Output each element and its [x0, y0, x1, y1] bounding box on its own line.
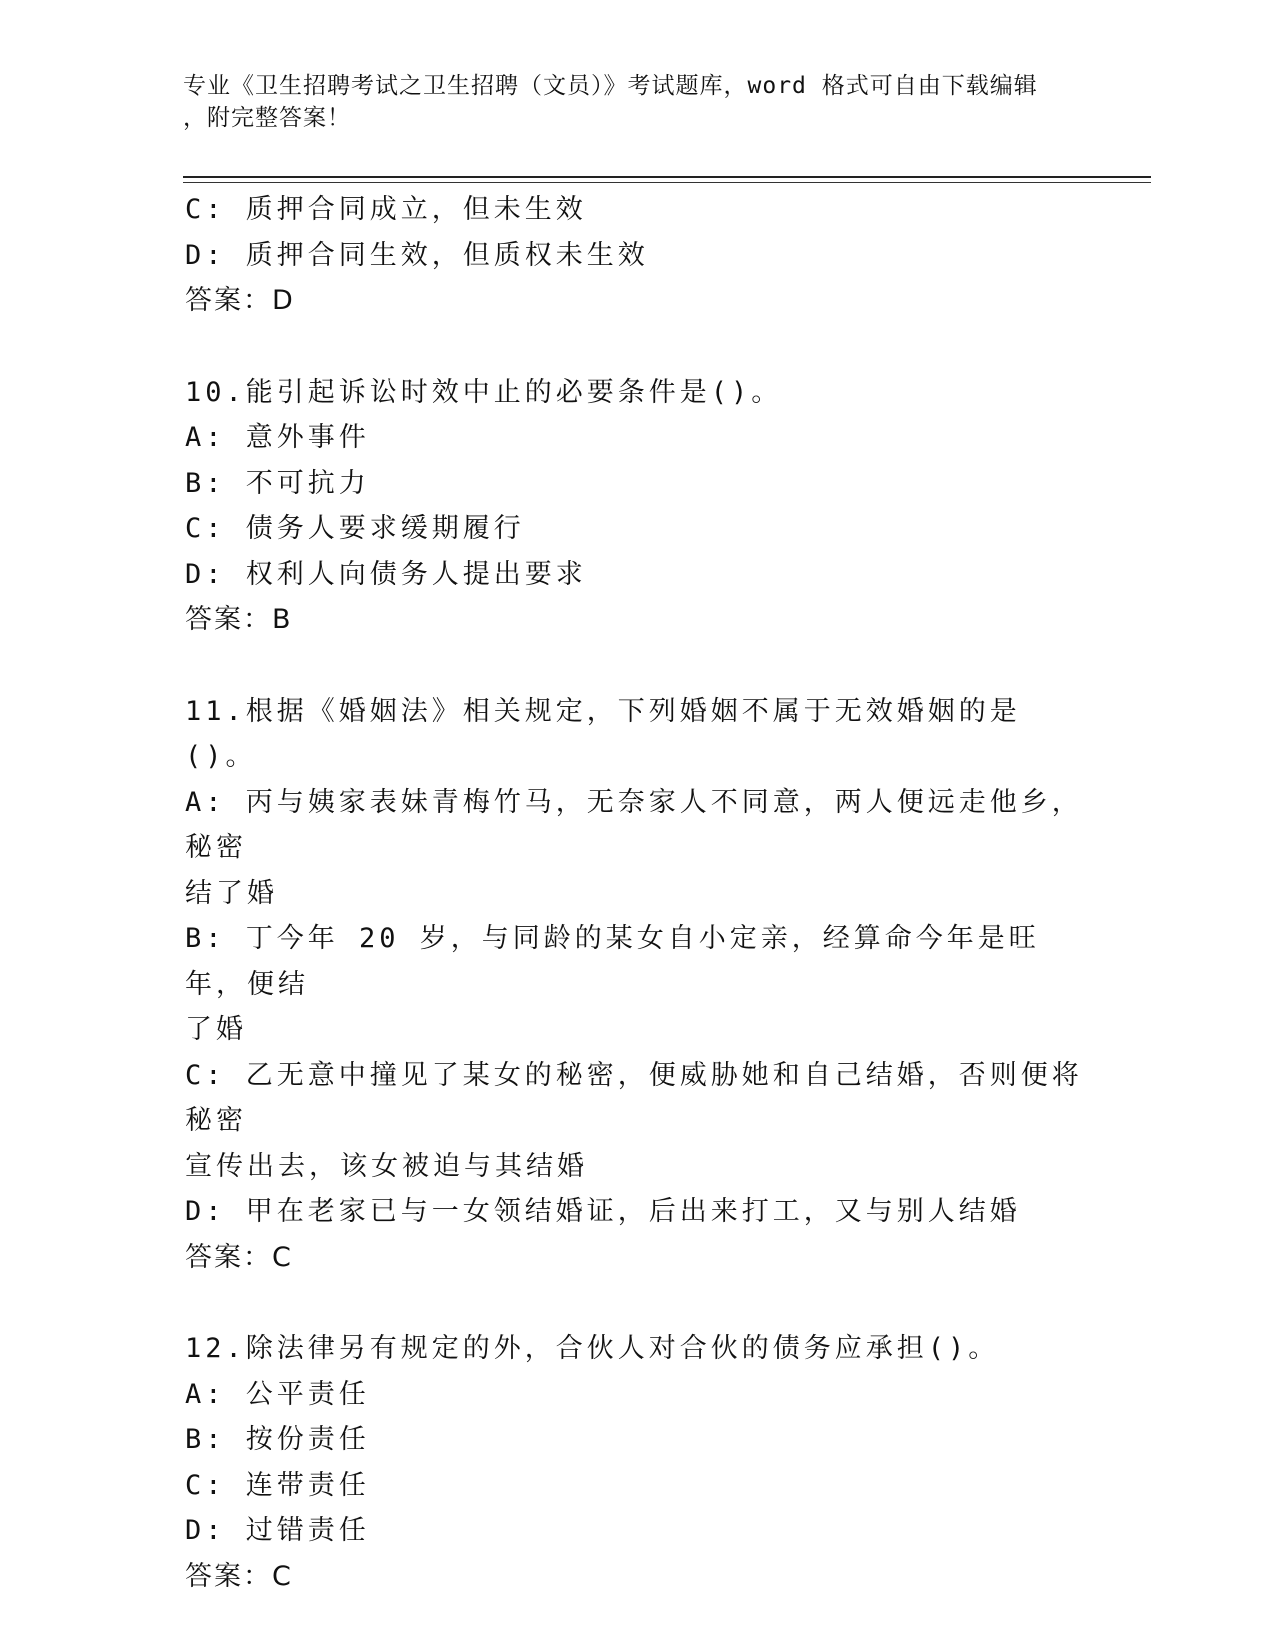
- answer-line: 答案：C: [185, 1241, 293, 1273]
- option-label: C:: [185, 513, 226, 544]
- question-list: [185, 187, 1085, 1599]
- option-text: 质押合同成立，但未生效: [245, 194, 587, 225]
- option-c: [185, 187, 1085, 233]
- option-text: 丙与姨家表妹青梅竹马，无奈家人不同意，两人便远走他乡，秘密: [185, 786, 1083, 863]
- option-b: [185, 1417, 1085, 1463]
- question-10: [185, 370, 1085, 643]
- option-text: 按份责任: [245, 1424, 370, 1455]
- option-d: [185, 1189, 1085, 1235]
- option-text: 公平责任: [245, 1378, 370, 1410]
- option-text-continued: 结了婚: [185, 877, 278, 909]
- option-label: A:: [185, 422, 226, 453]
- option-a: [185, 1372, 1085, 1418]
- option-text: 甲在老家已与一女领结婚证，后出来打工，又与别人结婚: [245, 1196, 1021, 1227]
- option-b: [185, 461, 1085, 507]
- question-stem: 11.根据《婚姻法》相关规定，下列婚姻不属于无效婚姻的是()。: [185, 695, 1021, 772]
- question-stem: 12.除法律另有规定的外，合伙人对合伙的债务应承担()。: [185, 1333, 1000, 1364]
- option-text: 乙无意中撞见了某女的秘密，便威胁她和自己结婚，否则便将秘密: [185, 1059, 1083, 1136]
- answer-line: 答案：C: [185, 1560, 293, 1592]
- option-text: 质押合同生效，但质权未生效: [245, 239, 649, 271]
- option-text: 不可抗力: [245, 467, 370, 499]
- option-label: D:: [185, 558, 226, 590]
- option-label: C:: [185, 1059, 226, 1091]
- option-text: 丁今年 20 岁，与同龄的某女自小定亲，经算命今年是旺年，便结: [185, 923, 1040, 1000]
- header-divider-thick: [183, 176, 1151, 178]
- option-c: [185, 1463, 1085, 1509]
- option-text: 权利人向债务人提出要求: [245, 558, 587, 590]
- option-text: 过错责任: [245, 1515, 370, 1546]
- option-label: D:: [185, 239, 226, 271]
- question-9-continuation: [185, 187, 1085, 324]
- option-d: [185, 1508, 1085, 1554]
- option-text-continued: 宣传出去，该女被迫与其结婚: [185, 1150, 588, 1182]
- option-label: C:: [185, 194, 226, 225]
- header-line-2: ，附完整答案！: [183, 105, 351, 131]
- option-a: [185, 780, 1085, 917]
- option-label: D:: [185, 1196, 226, 1227]
- option-text: 债务人要求缓期履行: [245, 513, 525, 544]
- header-divider-thin: [183, 182, 1151, 183]
- option-label: A:: [185, 1378, 226, 1410]
- spacer: [185, 643, 1085, 689]
- answer-line: 答案：D: [185, 285, 295, 316]
- question-12: [185, 1326, 1085, 1599]
- question-11: [185, 689, 1085, 1281]
- spacer: [185, 324, 1085, 370]
- option-text: 连带责任: [245, 1469, 370, 1501]
- option-d: [185, 552, 1085, 598]
- document-header: [183, 70, 1083, 134]
- option-b: [185, 916, 1085, 1053]
- spacer: [185, 1280, 1085, 1326]
- option-text: 意外事件: [245, 422, 370, 453]
- option-label: B:: [185, 467, 226, 499]
- header-line-1: 专业《卫生招聘考试之卫生招聘（文员）》考试题库，word 格式可自由下载编辑: [183, 73, 1038, 99]
- answer-line: 答案：B: [185, 604, 293, 635]
- option-a: [185, 415, 1085, 461]
- option-c: [185, 506, 1085, 552]
- option-text-continued: 了婚: [185, 1014, 247, 1045]
- option-label: C:: [185, 1469, 226, 1501]
- option-label: B:: [185, 1424, 226, 1455]
- option-label: A:: [185, 786, 226, 818]
- option-c: [185, 1053, 1085, 1190]
- option-d: [185, 233, 1085, 279]
- question-stem: 10.能引起诉讼时效中止的必要条件是()。: [185, 376, 783, 408]
- option-label: D:: [185, 1515, 226, 1546]
- option-label: B:: [185, 923, 226, 954]
